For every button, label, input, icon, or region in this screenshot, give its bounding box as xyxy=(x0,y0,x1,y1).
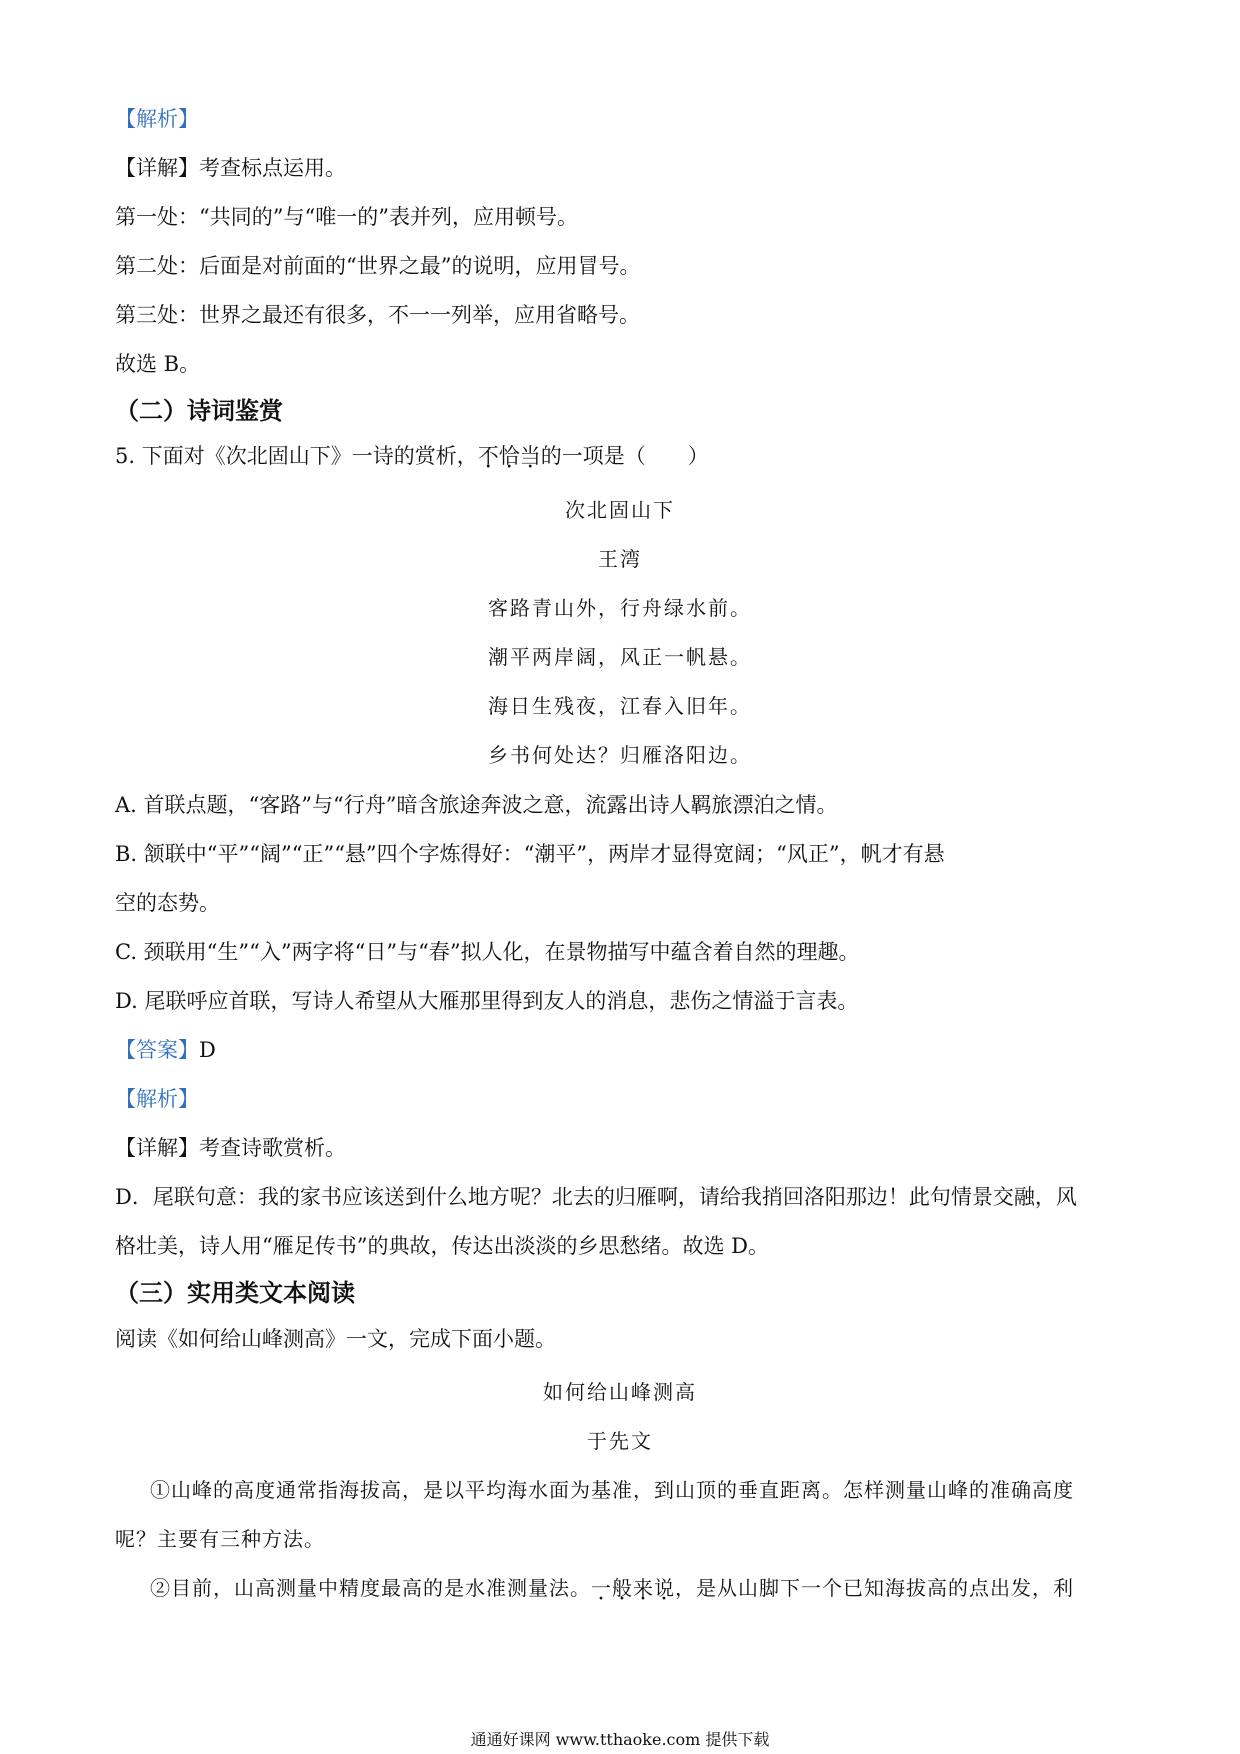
reading-instruction: 阅读《如何给山峰测高》一文，完成下面小题。 xyxy=(115,1327,556,1351)
explanation-line-1: 第一处：“共同的”与“唯一的”表并列，应用顿号。 xyxy=(115,205,578,229)
page-footer: 通通好课网 www.tthaoke.com 提供下载 xyxy=(470,1730,770,1749)
option-d: D. 尾联呼应首联，写诗人希望从大雁那里得到友人的消息，悲伤之情溢于言表。 xyxy=(115,989,859,1013)
poem-title: 次北固山下 xyxy=(565,498,675,522)
analysis-text-2: 格壮美，诗人用“雁足传书”的典故，传达出淡淡的乡思愁绪。故选 D。 xyxy=(115,1234,769,1258)
option-c: C. 颈联用“生”“入”两字将“日”与“春”拟人化，在景物描写中蕴含着自然的理趣。 xyxy=(115,940,860,964)
emphasis-char: 说 xyxy=(654,1576,675,1600)
poem-line: 乡书何处达？归雁洛阳边。 xyxy=(488,743,752,767)
option-a: A. 首联点题，“客路”与“行舟”暗含旅途奔波之意，流露出诗人羁旅漂泊之情。 xyxy=(115,793,838,817)
poem-line: 潮平两岸阔，风正一帆悬。 xyxy=(488,645,752,669)
article-author: 于先文 xyxy=(587,1429,653,1453)
explanation-line-2: 第二处：后面是对前面的“世界之最”的说明，应用冒号。 xyxy=(115,254,641,278)
detail-line-2: 【详解】考查诗歌赏析。 xyxy=(115,1136,346,1160)
analysis-text-1: D．尾联句意：我的家书应该送到什么地方呢？北去的归雁啊，请给我捎回洛阳那边！此句情景交融，风 xyxy=(115,1185,1077,1209)
answer-choice-line: 故选 B。 xyxy=(115,352,201,376)
emphasis-char: 恰 xyxy=(498,444,520,468)
emphasis-char: 一 xyxy=(591,1576,612,1600)
article-title: 如何给山峰测高 xyxy=(543,1380,697,1404)
answer-label: 【答案】 xyxy=(115,1038,199,1062)
answer-line xyxy=(115,1035,1125,1065)
poem-author: 王湾 xyxy=(598,547,642,571)
explanation-line-3: 第三处：世界之最还有很多，不一一列举，应用省略号。 xyxy=(115,303,640,327)
section-heading-practical: （三）实用类文本阅读 xyxy=(115,1278,355,1307)
section-heading-poetry: （二）诗词鉴赏 xyxy=(115,396,283,425)
emphasis-char: 不 xyxy=(477,444,499,468)
article-paragraph-1-continued: 呢？主要有三种方法。 xyxy=(115,1527,325,1551)
detail-line-1: 【详解】考查标点运用。 xyxy=(115,156,346,180)
poem-line: 海日生残夜，江春入旧年。 xyxy=(488,694,752,718)
question-5: 5. 下面对《次北固山下》一诗的赏析，不恰当的一项是（ ） xyxy=(115,441,1125,471)
emphasis-char: 般 xyxy=(612,1576,633,1600)
option-b-continued: 空的态势。 xyxy=(115,891,220,915)
analysis-label-1: 【解析】 xyxy=(115,107,199,131)
answer-value: D xyxy=(199,1038,216,1062)
article-paragraph-2: ②目前，山高测量中精度最高的是水准测量法。一般来说，是从山脚下一个已知海拔高的点出发，利 xyxy=(150,1573,1125,1603)
article-paragraph-1: ①山峰的高度通常指海拔高，是以平均海水面为基准，到山顶的垂直距离。怎样测量山峰的准确高度 xyxy=(150,1478,1074,1502)
poem-line: 客路青山外，行舟绿水前。 xyxy=(488,596,752,620)
emphasis-char: 来 xyxy=(633,1576,654,1600)
option-b: B. 颔联中“平”“阔”“正”“悬”四个字炼得好：“潮平”，两岸才显得宽阔；“风正”，帆才有悬 xyxy=(115,842,945,866)
analysis-label-2: 【解析】 xyxy=(115,1087,199,1111)
emphasis-char: 当 xyxy=(519,444,541,468)
